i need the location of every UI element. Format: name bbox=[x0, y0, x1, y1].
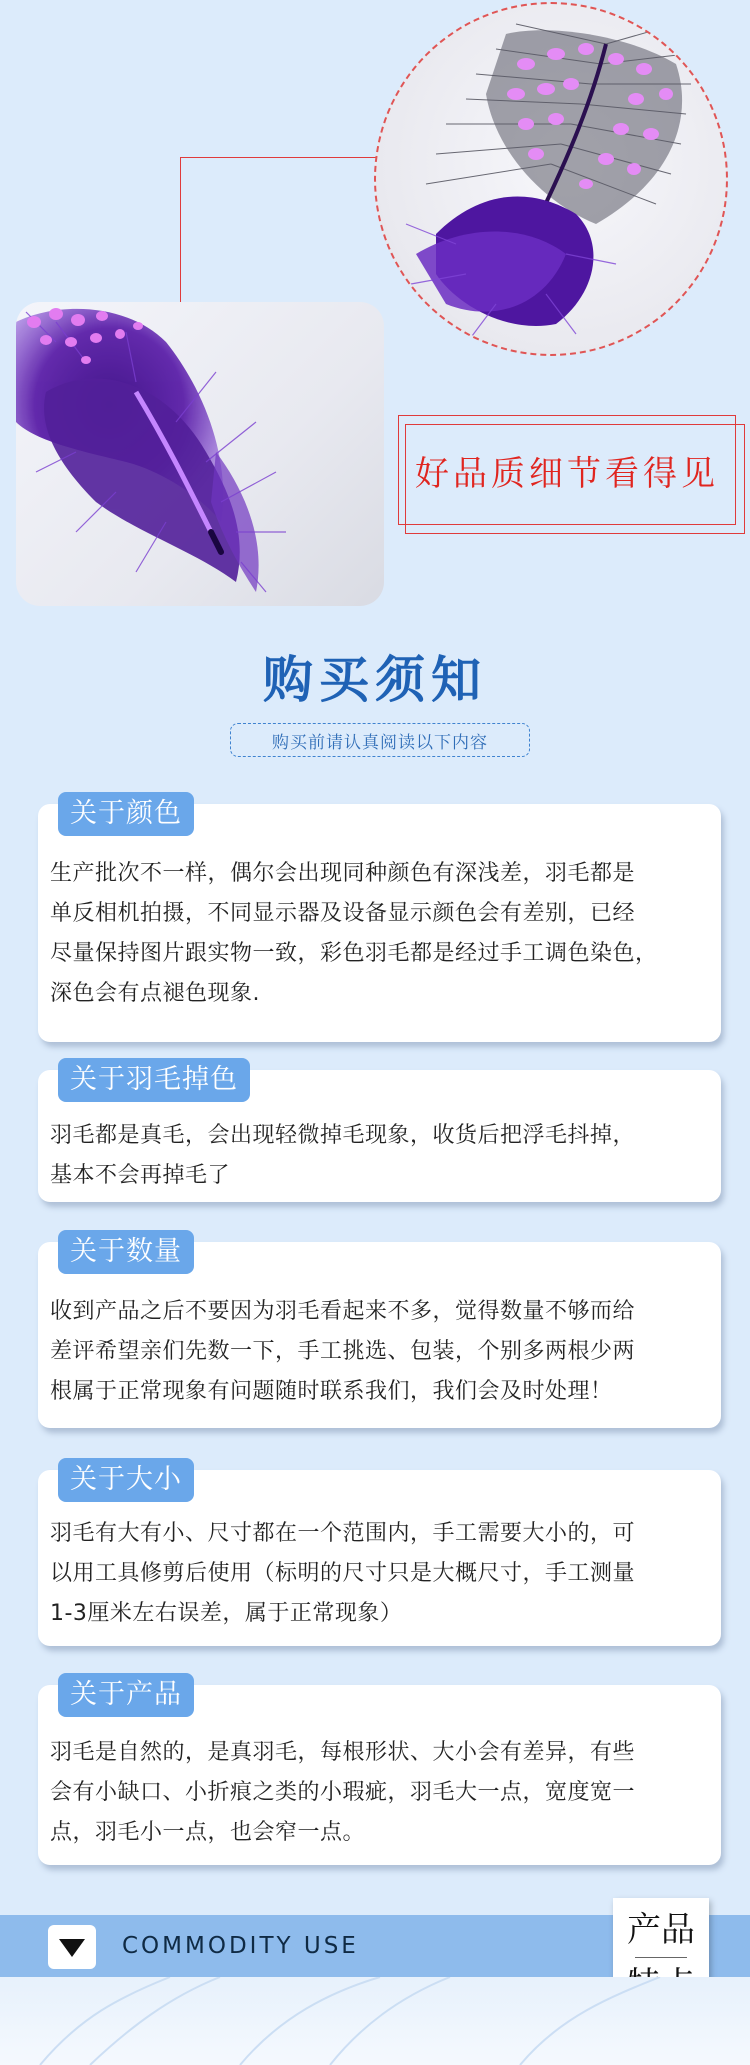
quality-text: 好品质细节看得见 bbox=[415, 453, 719, 494]
card-body bbox=[50, 1292, 711, 1412]
triangle-down-icon bbox=[48, 1925, 96, 1969]
card-body bbox=[50, 854, 711, 1014]
connector-line bbox=[180, 157, 376, 158]
card-line: 收到产品之后不要因为羽毛看起来不多，觉得数量不够而给 bbox=[50, 1299, 636, 1324]
divider bbox=[635, 1957, 687, 1958]
notice-title: 购买须知 bbox=[263, 651, 487, 709]
decorative-lines bbox=[0, 1977, 750, 2065]
card-tag: 关于数量 bbox=[58, 1230, 194, 1274]
card-line: 羽毛是自然的，是真羽毛，每根形状、大小会有差异，有些 bbox=[50, 1740, 636, 1765]
card-line: 单反相机拍摄，不同显示器及设备显示颜色会有差别，已经 bbox=[50, 901, 636, 926]
connector-line bbox=[180, 157, 181, 303]
card-line: 1-3厘米左右误差，属于正常现象） bbox=[50, 1601, 403, 1626]
feature-line: 产品 bbox=[627, 1909, 695, 1950]
card-line: 羽毛有大有小、尺寸都在一个范围内，手工需要大小的，可 bbox=[50, 1521, 636, 1546]
card-color bbox=[38, 798, 721, 1042]
card-line: 差评希望亲们先数一下，手工挑选、包装，个别多两根少两 bbox=[50, 1339, 636, 1364]
commodity-label: COMMODITY USE bbox=[122, 1933, 359, 1959]
card-line: 根属于正常现象有问题随时联系我们，我们会及时处理！ bbox=[50, 1379, 613, 1404]
card-size bbox=[38, 1464, 721, 1646]
feather-zoom bbox=[374, 2, 728, 356]
card-tag: 关于大小 bbox=[58, 1458, 194, 1502]
card-line: 深色会有点褪色现象. bbox=[50, 981, 260, 1006]
card-line: 基本不会再掉毛了 bbox=[50, 1163, 231, 1188]
card-tag: 关于颜色 bbox=[58, 792, 194, 836]
feather-illustration bbox=[16, 302, 384, 606]
feather-photo bbox=[16, 302, 384, 606]
card-line: 点，羽毛小一点，也会窄一点。 bbox=[50, 1820, 366, 1845]
card-line: 会有小缺口、小折痕之类的小瑕疵，羽毛大一点，宽度宽一 bbox=[50, 1780, 636, 1805]
card-body bbox=[50, 1514, 711, 1634]
card-product bbox=[38, 1679, 721, 1865]
decorative-strip bbox=[0, 1977, 750, 2065]
card-line: 尽量保持图片跟实物一致，彩色羽毛都是经过手工调色染色， bbox=[50, 941, 658, 966]
quality-banner bbox=[398, 415, 736, 525]
card-fading bbox=[38, 1064, 721, 1202]
card-line: 生产批次不一样，偶尔会出现同种颜色有深浅差，羽毛都是 bbox=[50, 861, 636, 886]
card-line: 以用工具修剪后使用（标明的尺寸只是大概尺寸，手工测量 bbox=[50, 1561, 636, 1586]
card-body bbox=[50, 1116, 711, 1196]
card-line: 羽毛都是真毛，会出现轻微掉毛现象，收货后把浮毛抖掉， bbox=[50, 1123, 636, 1148]
card-quantity bbox=[38, 1236, 721, 1428]
card-body bbox=[50, 1733, 711, 1853]
notice-subtitle: 购买前请认真阅读以下内容 bbox=[230, 723, 530, 757]
card-tag: 关于羽毛掉色 bbox=[58, 1058, 250, 1102]
feather-zoom-illustration bbox=[376, 4, 728, 356]
card-tag: 关于产品 bbox=[58, 1673, 194, 1717]
hero-section bbox=[0, 0, 750, 620]
